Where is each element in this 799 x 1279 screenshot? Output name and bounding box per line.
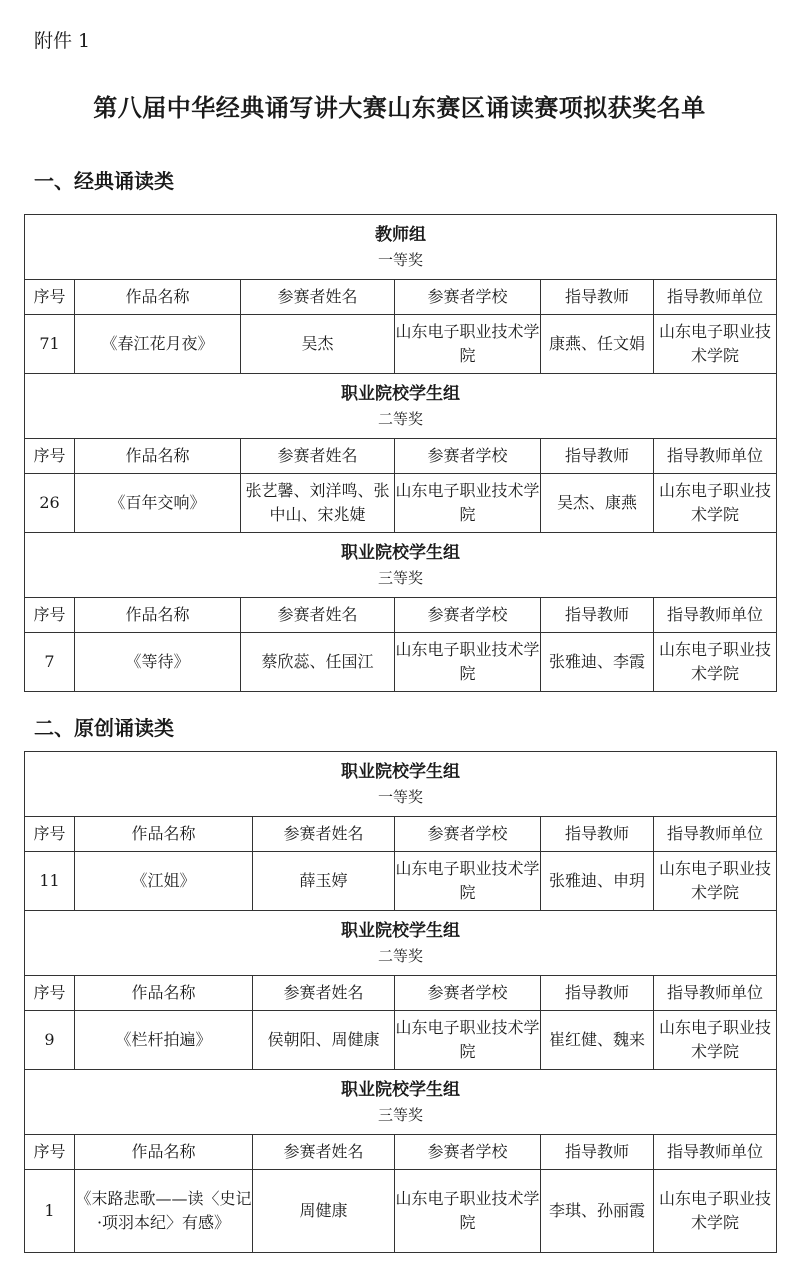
cell-school: 山东电子职业技术学院 (395, 633, 541, 692)
cell-unit: 山东电子职业技术学院 (654, 1170, 777, 1253)
group-row (25, 374, 777, 439)
cell-unit: 山东电子职业技术学院 (654, 474, 777, 533)
group-header (25, 752, 777, 817)
prize-level: 二等奖 (377, 947, 423, 965)
column-header: 参赛者学校 (395, 598, 541, 633)
group-name: 职业院校学生组 (341, 762, 460, 782)
column-header-row (25, 976, 777, 1011)
group-header (25, 1070, 777, 1135)
cell-no: 9 (25, 1011, 75, 1070)
cell-work: 《等待》 (75, 633, 241, 692)
column-header-row (25, 1135, 777, 1170)
prize-level: 三等奖 (377, 1106, 423, 1124)
prize-level: 三等奖 (378, 569, 424, 587)
cell-unit: 山东电子职业技术学院 (654, 315, 777, 374)
prize-level: 一等奖 (377, 788, 423, 806)
column-header: 指导教师 (541, 439, 654, 474)
award-table-classic (24, 214, 777, 692)
column-header: 作品名称 (75, 1135, 253, 1170)
prize-level: 一等奖 (378, 251, 424, 269)
column-header: 参赛者姓名 (253, 1135, 395, 1170)
column-header: 指导教师单位 (654, 280, 777, 315)
cell-names: 吴杰 (241, 315, 395, 374)
cell-school: 山东电子职业技术学院 (395, 315, 541, 374)
group-header (25, 374, 777, 439)
group-name: 职业院校学生组 (341, 921, 460, 941)
column-header: 参赛者学校 (395, 280, 541, 315)
group-name: 教师组 (375, 225, 427, 245)
cell-unit: 山东电子职业技术学院 (654, 633, 777, 692)
cell-teacher: 李琪、孙丽霞 (541, 1170, 654, 1253)
column-header-row (25, 598, 777, 633)
column-header: 参赛者姓名 (241, 598, 395, 633)
cell-no: 7 (25, 633, 75, 692)
column-header: 指导教师单位 (654, 598, 777, 633)
column-header: 序号 (25, 598, 75, 633)
group-row (25, 215, 777, 280)
cell-school: 山东电子职业技术学院 (395, 474, 541, 533)
prize-level: 二等奖 (378, 410, 424, 428)
cell-no: 1 (25, 1170, 75, 1253)
column-header: 作品名称 (75, 598, 241, 633)
cell-teacher: 张雅迪、申玥 (541, 852, 654, 911)
column-header: 指导教师 (541, 817, 654, 852)
group-row (25, 533, 777, 598)
group-row (25, 911, 777, 976)
column-header: 作品名称 (75, 439, 241, 474)
cell-unit: 山东电子职业技术学院 (654, 1011, 777, 1070)
cell-school: 山东电子职业技术学院 (395, 852, 541, 911)
column-header: 作品名称 (75, 280, 241, 315)
column-header: 参赛者姓名 (241, 439, 395, 474)
cell-names: 周健康 (253, 1170, 395, 1253)
section-heading-original: 二、原创诵读类 (34, 716, 174, 740)
cell-unit: 山东电子职业技术学院 (654, 852, 777, 911)
column-header: 作品名称 (75, 817, 253, 852)
cell-school: 山东电子职业技术学院 (395, 1011, 541, 1070)
group-name: 职业院校学生组 (341, 384, 461, 404)
column-header: 参赛者学校 (395, 439, 541, 474)
section-heading-classic: 一、经典诵读类 (34, 169, 174, 193)
cell-names: 薛玉婷 (253, 852, 395, 911)
document-title: 第八届中华经典诵写讲大赛山东赛区诵读赛项拟获奖名单 (93, 93, 706, 122)
award-table-original (24, 751, 777, 1253)
column-header: 序号 (25, 817, 75, 852)
group-row (25, 1070, 777, 1135)
cell-work: 《江姐》 (75, 852, 253, 911)
cell-names: 蔡欣蕊、任国江 (241, 633, 395, 692)
group-header (25, 215, 777, 280)
column-header: 序号 (25, 976, 75, 1011)
cell-teacher: 崔红健、魏来 (541, 1011, 654, 1070)
table-row (25, 852, 777, 911)
column-header-row (25, 280, 777, 315)
cell-teacher: 康燕、任文娟 (541, 315, 654, 374)
column-header: 指导教师 (541, 1135, 654, 1170)
cell-no: 11 (25, 852, 75, 911)
column-header: 作品名称 (75, 976, 253, 1011)
group-row (25, 752, 777, 817)
cell-no: 71 (25, 315, 75, 374)
group-header (25, 911, 777, 976)
cell-names: 张艺馨、刘洋鸣、张中山、宋兆婕 (241, 474, 395, 533)
column-header: 指导教师单位 (654, 439, 777, 474)
cell-no: 26 (25, 474, 75, 533)
column-header: 参赛者学校 (395, 817, 541, 852)
column-header: 参赛者姓名 (253, 976, 395, 1011)
group-name: 职业院校学生组 (341, 1080, 460, 1100)
table-row (25, 315, 777, 374)
column-header: 序号 (25, 280, 75, 315)
column-header: 指导教师 (541, 598, 654, 633)
cell-school: 山东电子职业技术学院 (395, 1170, 541, 1253)
column-header: 参赛者学校 (395, 976, 541, 1011)
cell-names: 侯朝阳、周健康 (253, 1011, 395, 1070)
table-row (25, 1170, 777, 1253)
group-name: 职业院校学生组 (341, 543, 461, 563)
column-header: 参赛者姓名 (241, 280, 395, 315)
cell-work: 《栏杆拍遍》 (75, 1011, 253, 1070)
column-header: 序号 (25, 1135, 75, 1170)
attachment-label: 附件 1 (34, 30, 91, 52)
column-header: 指导教师单位 (654, 817, 777, 852)
table-row (25, 633, 777, 692)
column-header: 指导教师单位 (654, 1135, 777, 1170)
column-header: 指导教师 (541, 280, 654, 315)
cell-work: 《百年交响》 (75, 474, 241, 533)
group-header (25, 533, 777, 598)
cell-teacher: 吴杰、康燕 (541, 474, 654, 533)
column-header: 指导教师单位 (654, 976, 777, 1011)
table-row (25, 1011, 777, 1070)
cell-work: 《末路悲歌——读〈史记·项羽本纪〉有感》 (75, 1170, 253, 1253)
cell-teacher: 张雅迪、李霞 (541, 633, 654, 692)
column-header: 参赛者姓名 (253, 817, 395, 852)
column-header-row (25, 817, 777, 852)
column-header: 序号 (25, 439, 75, 474)
cell-work: 《春江花月夜》 (75, 315, 241, 374)
column-header: 参赛者学校 (395, 1135, 541, 1170)
table-row (25, 474, 777, 533)
column-header-row (25, 439, 777, 474)
column-header: 指导教师 (541, 976, 654, 1011)
